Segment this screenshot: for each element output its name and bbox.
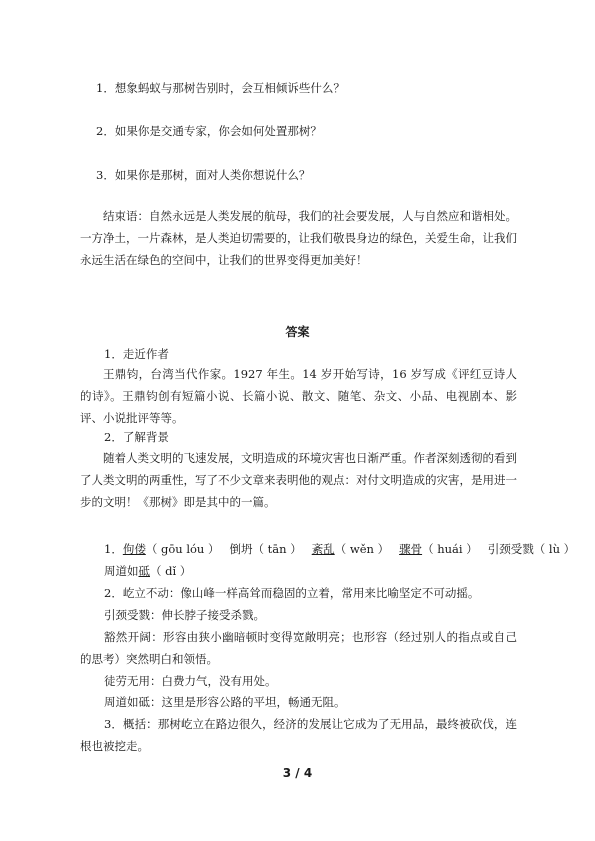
answers-heading: 答案 xyxy=(285,325,310,339)
section-2-body: 随着人类文明的飞速发展，文明造成的环境灾害也日渐严重。作者深刻透彻的看到了人类文明的两重性，写了不少文章来表明他的观点：对付文明造成的灾害，是用进一步的文明！《那树》即是其中的一篇。 xyxy=(80,451,517,509)
pinyin-reading-5: （ lù ） xyxy=(533,542,576,556)
definition-2: 2．屹立不动：像山峰一样高耸而稳固的立着，常用来比喻坚定不可动摇。 xyxy=(104,586,480,600)
pinyin-word-3: 紊乱 xyxy=(311,542,335,556)
pinyin-word-4: 骤骨 xyxy=(399,542,423,556)
pinyin-line xyxy=(104,544,575,556)
pinyin-reading-6: （ dǐ ） xyxy=(150,564,192,578)
pinyin-word-6-prefix: 周道如 xyxy=(104,564,139,578)
pinyin-line-2 xyxy=(104,566,191,578)
question-1: 1．想象蚂蚁与那树告别时，会互相倾诉些什么？ xyxy=(96,81,345,95)
pinyin-prefix: 1． xyxy=(104,542,123,556)
definition-7: 3．概括：那树屹立在路边很久，经济的发展让它成为了无用品，最终被砍伐，连根也被挖走。 xyxy=(80,717,517,753)
definition-4: 豁然开阔：形容由狭小幽暗顿时变得宽敞明亮；也形容（经过别人的指点或自己的思考）突然明白和领悟。 xyxy=(80,630,517,666)
pinyin-reading-1: （ gōu lóu ） xyxy=(145,542,220,556)
conclusion-paragraph: 结束语：自然永远是人类发展的航母，我们的社会要发展，人与自然应和谐相处。一方净土，一片森林，是人类迫切需要的，让我们敬畏身边的绿色，关爱生命，让我们永远生活在绿色的空间中，让我们的世界变得更加美好！ xyxy=(80,209,517,267)
section-1-title: 1．走近作者 xyxy=(104,347,169,361)
definition-6: 周道如砥：这里是形容公路的平坦，畅通无阻。 xyxy=(104,695,346,709)
pinyin-reading-3: （ wěn ） xyxy=(334,542,390,556)
definition-5: 徒劳无用：白费力气，没有用处。 xyxy=(104,674,277,688)
pinyin-word-1: 佝偻 xyxy=(122,542,146,556)
section-1-body: 王鼎钧，台湾当代作家。1927 年生。14 岁开始写诗，16 岁写成《评红豆诗人的诗》。王鼎钧创有短篇小说、长篇小说、散文、随笔、杂文、小品、电视剧本、影评、小说批评等等。 xyxy=(80,367,517,425)
pinyin-reading-2: （ tān ） xyxy=(252,542,302,556)
page-number: 3 / 4 xyxy=(282,766,313,780)
question-2: 2．如果你是交通专家，你会如何处置那树？ xyxy=(96,124,322,138)
pinyin-word-6: 砥 xyxy=(138,564,150,578)
definition-3: 引颈受戮：伸长脖子接受杀戮。 xyxy=(104,608,265,622)
pinyin-word-2: 倒坍 xyxy=(229,542,253,556)
pinyin-reading-4: （ huái ） xyxy=(422,542,478,556)
section-2-title: 2．了解背景 xyxy=(104,430,169,444)
question-3: 3．如果你是那树，面对人类你想说什么？ xyxy=(96,168,311,182)
pinyin-word-5: 引颈受戮 xyxy=(487,542,534,556)
